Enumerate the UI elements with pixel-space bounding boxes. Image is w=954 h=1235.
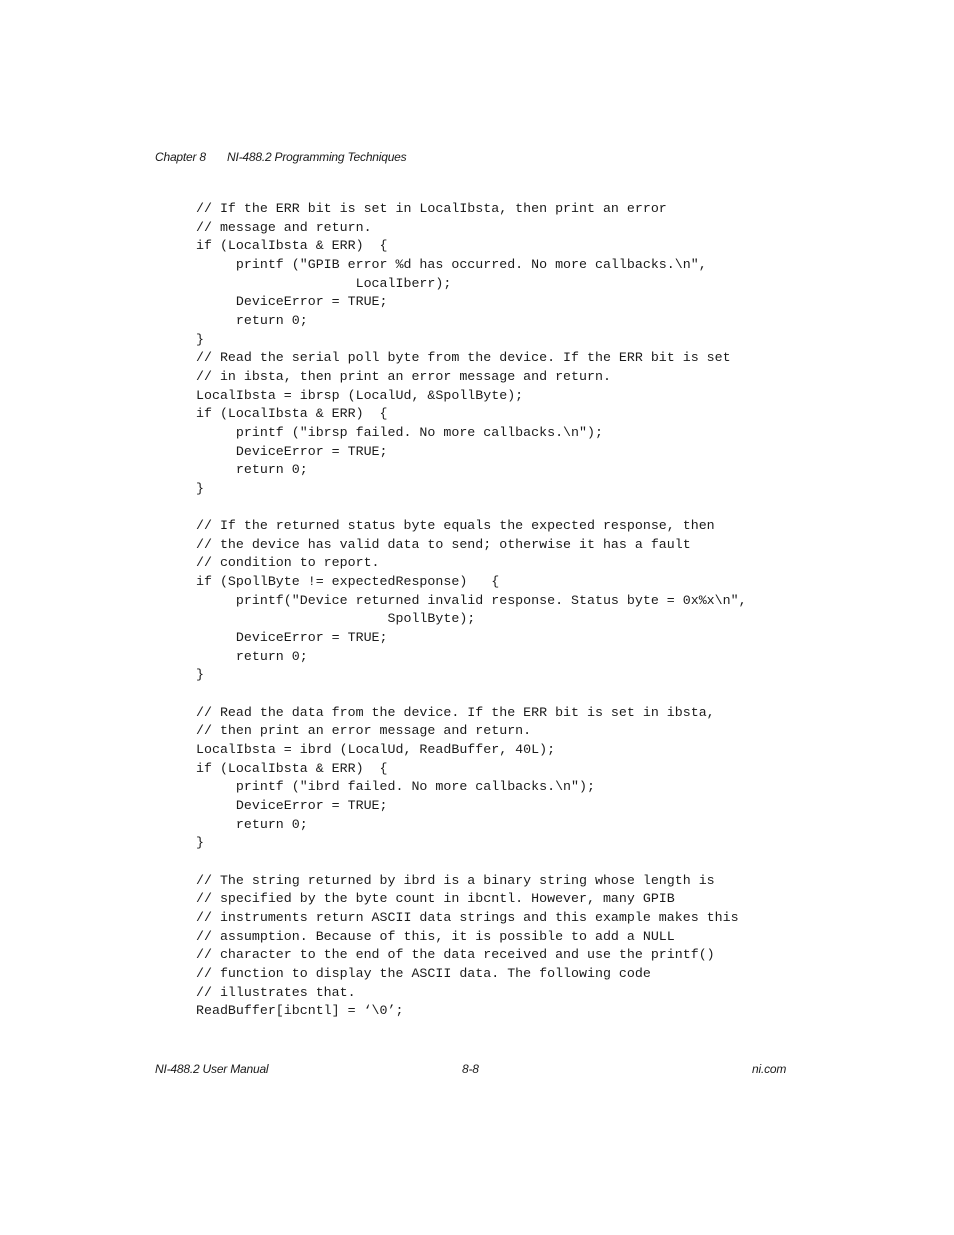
code-line: printf ("GPIB error %d has occurred. No more callbacks.\n",	[196, 256, 707, 272]
page-header	[155, 150, 406, 164]
code-line: LocalIbsta = ibrsp (LocalUd, &SpollByte);	[196, 387, 524, 403]
footer-page-number: 8-8	[462, 1062, 479, 1076]
code-line: }	[196, 667, 204, 683]
code-line	[196, 685, 747, 704]
code-line	[196, 499, 747, 518]
code-line: printf ("ibrsp failed. No more callbacks.\n");	[196, 424, 603, 440]
code-line: return 0;	[196, 816, 308, 832]
code-line: // instruments return ASCII data strings and this example makes this	[196, 909, 739, 925]
code-line: // Read the data from the device. If the ERR bit is set in ibsta,	[196, 704, 715, 720]
footer-website: ni.com	[752, 1062, 787, 1076]
code-line: // function to display the ASCII data. The following code	[196, 965, 651, 981]
code-line: DeviceError = TRUE;	[196, 443, 388, 459]
chapter-title: NI-488.2 Programming Techniques	[227, 150, 407, 164]
code-line: // character to the end of the data received and use the printf()	[196, 947, 715, 963]
code-line: // illustrates that.	[196, 984, 356, 1000]
code-line: if (LocalIbsta & ERR) {	[196, 406, 388, 422]
footer-manual-name: NI-488.2 User Manual	[155, 1062, 269, 1076]
code-line: // specified by the byte count in ibcntl. However, many GPIB	[196, 891, 675, 907]
code-line: }	[196, 835, 204, 851]
code-line: // The string returned by ibrd is a binary string whose length is	[196, 872, 715, 888]
code-line: // condition to report.	[196, 555, 380, 571]
code-line: DeviceError = TRUE;	[196, 630, 388, 646]
code-line: return 0;	[196, 462, 308, 478]
code-line: // Read the serial poll byte from the device. If the ERR bit is set	[196, 350, 731, 366]
code-line: return 0;	[196, 648, 308, 664]
code-line: if (LocalIbsta & ERR) {	[196, 238, 388, 254]
code-line: printf ("ibrd failed. No more callbacks.\n");	[196, 779, 595, 795]
code-line: // the device has valid data to send; otherwise it has a fault	[196, 536, 691, 552]
code-line: }	[196, 331, 204, 347]
code-line: LocalIberr);	[196, 275, 452, 291]
code-line: DeviceError = TRUE;	[196, 798, 388, 813]
code-line: LocalIbsta = ibrd (LocalUd, ReadBuffer, 40L);	[196, 742, 556, 758]
code-line: // assumption. Because of this, it is possible to add a NULL	[196, 928, 675, 944]
code-line: if (LocalIbsta & ERR) {	[196, 760, 388, 776]
code-listing	[196, 200, 747, 1021]
code-line: if (SpollByte != expectedResponse) {	[196, 574, 500, 590]
code-line: // If the returned status byte equals the expected response, then	[196, 518, 715, 534]
code-line: // in ibsta, then print an error message and return.	[196, 368, 611, 384]
code-line: DeviceError = TRUE;	[196, 294, 388, 310]
code-line: // message and return.	[196, 219, 372, 235]
code-line: SpollByte);	[196, 611, 476, 627]
code-line	[196, 853, 747, 872]
code-line: ReadBuffer[ibcntl] = ‘\0’;	[196, 1003, 404, 1019]
code-line: return 0;	[196, 312, 308, 328]
code-line: // then print an error message and return.	[196, 723, 532, 739]
chapter-label: Chapter 8	[155, 150, 206, 164]
code-line: }	[196, 480, 204, 496]
code-line: printf("Device returned invalid response. Status byte = 0x%x\n",	[196, 592, 747, 608]
code-line: // If the ERR bit is set in LocalIbsta, then print an error	[196, 201, 667, 216]
